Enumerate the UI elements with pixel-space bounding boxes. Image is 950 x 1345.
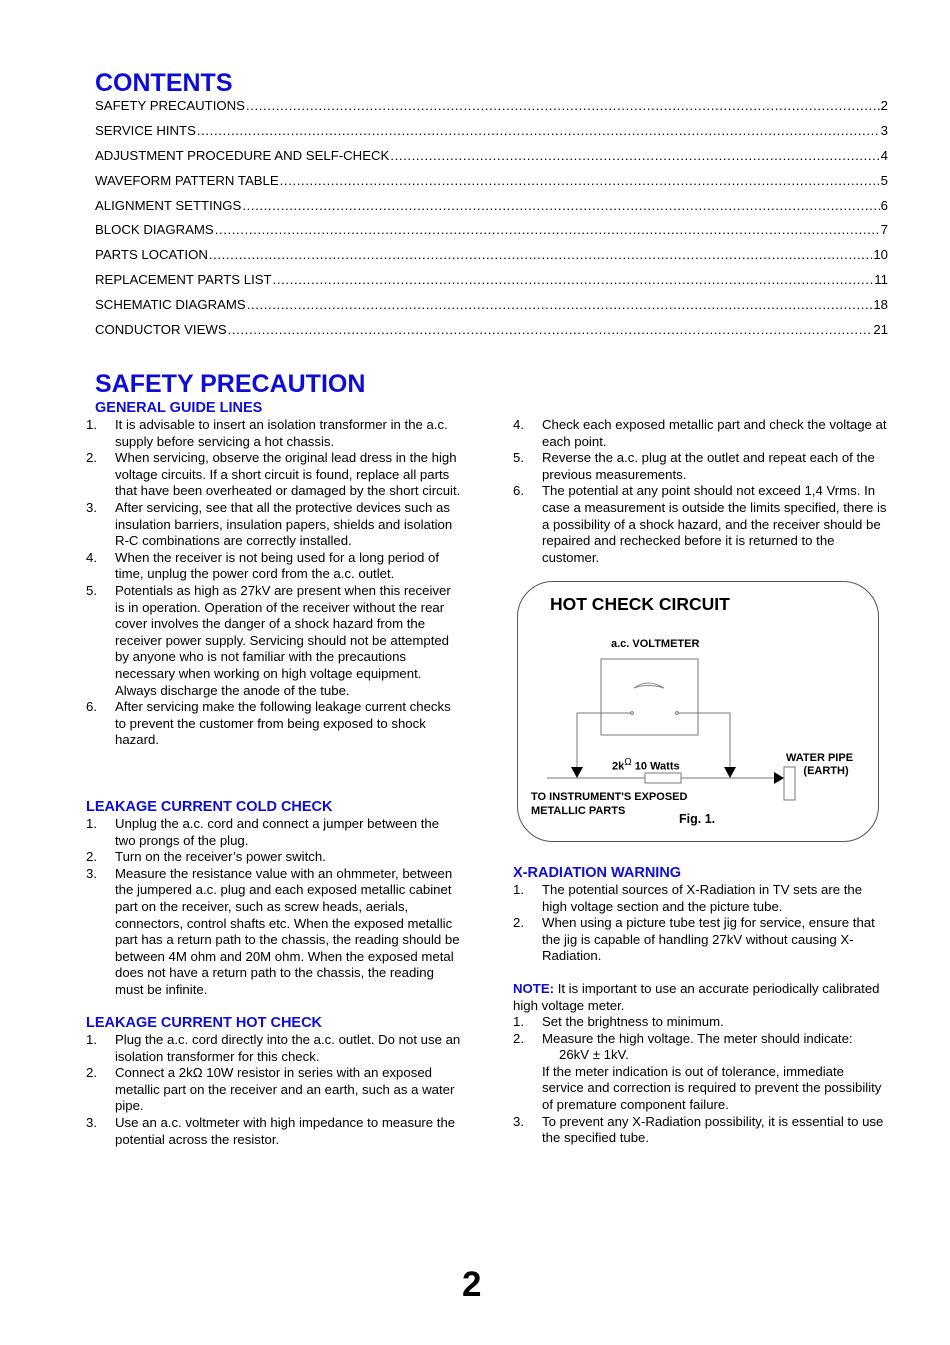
- toc-label: BLOCK DIAGRAMS: [95, 222, 214, 237]
- list-item: [513, 915, 888, 965]
- resistor-icon: [645, 773, 681, 783]
- instrument-line2: METALLIC PARTS: [531, 805, 626, 817]
- note-label: NOTE:: [513, 981, 555, 996]
- item-text: Use an a.c. voltmeter with high impedance to measure the potential across the resistor.: [115, 1114, 456, 1147]
- xray-list: [513, 882, 888, 965]
- item-text: Unplug the a.c. cord and connect a jumper between the two prongs of the plug.: [115, 816, 440, 848]
- voltage-value: 26kV ± 1kV.: [559, 1047, 629, 1063]
- item-number: 5.: [86, 582, 97, 598]
- toc-label: SAFETY PRECAUTIONS: [95, 98, 245, 113]
- item-text: Turn on the receiver’s power switch.: [115, 849, 326, 865]
- toc-page: 18: [873, 297, 888, 312]
- item-number: 2.: [86, 450, 97, 466]
- item-number: 2.: [86, 1065, 97, 1081]
- item-number: 1.: [513, 1014, 524, 1029]
- toc-page: 10: [873, 247, 888, 262]
- arrow-right-icon: [774, 772, 784, 784]
- toc-page: 21: [873, 322, 888, 337]
- resistor-value: 2k: [612, 760, 625, 773]
- toc-label: REPLACEMENT PARTS LIST: [95, 272, 272, 287]
- omega-symbol: Ω: [624, 757, 632, 768]
- toc-label: PARTS LOCATION: [95, 247, 208, 262]
- item-text: When the receiver is not being used for a long period of time, unplug the power cord from the a.c. outlet.: [115, 549, 440, 582]
- list-item: [513, 1014, 888, 1031]
- item-text: When using a picture tube test jig for service, ensure that the jig is capable of handling 27kV without causing X-Radiation.: [542, 915, 875, 964]
- resistor-label: [612, 756, 680, 774]
- item-number: 1.: [513, 882, 524, 897]
- item-number: 4.: [513, 417, 524, 432]
- voltmeter-icon: [601, 659, 698, 735]
- cold-check-heading: LEAKAGE CURRENT COLD CHECK: [86, 799, 333, 815]
- xray-note: [513, 981, 883, 1014]
- item-text: The potential at any point should not exceed 1,4 Vrms. In case a measurement is outside the limits specified, there is a possibility of a shock hazard, and the receiver should be repaired and rechecked before it is returned to the customer.: [542, 483, 887, 565]
- toc-page: 2: [880, 98, 888, 113]
- item-text: When servicing, observe the original lead dress in the high voltage circuits. If a short circuit is found, replace all parts that have been overheated or damaged by the short circuit.: [115, 450, 461, 499]
- diagram-title: HOT CHECK CIRCUIT: [550, 594, 730, 614]
- item-number: 6.: [513, 483, 524, 499]
- toc-page: 3: [880, 123, 888, 138]
- item-text: The potential sources of X-Radiation in TV sets are the high voltage section and the picture tube.: [542, 882, 863, 914]
- toc-page: 5: [880, 173, 888, 188]
- item-number: 1.: [86, 417, 97, 432]
- contents-title: CONTENTS: [95, 69, 233, 97]
- item-number: 2.: [86, 849, 97, 865]
- resistor-rating: 10 Watts: [631, 760, 680, 773]
- instrument-label: [531, 791, 687, 818]
- item-number: 2.: [513, 915, 524, 931]
- xray-steps: [513, 1014, 888, 1147]
- instrument-line1: TO INSTRUMENT'S EXPOSED: [531, 791, 688, 803]
- toc-label: WAVEFORM PATTERN TABLE: [95, 173, 279, 188]
- item-number: 1.: [86, 816, 97, 831]
- page-number: 2: [462, 1265, 482, 1304]
- water-pipe-label: [786, 752, 853, 778]
- item-number: 3.: [86, 499, 97, 515]
- list-item: [513, 1031, 888, 1114]
- item-number: 3.: [513, 1113, 524, 1129]
- toc-page: 7: [880, 222, 888, 237]
- list-item: [513, 882, 888, 915]
- item-text: After servicing, see that all the protective devices such as insulation barriers, insulation papers, shields and isolation R-C combinations are correctly installed.: [115, 499, 453, 549]
- safety-title: SAFETY PRECAUTION: [95, 370, 366, 398]
- toc-label: ADJUSTMENT PROCEDURE AND SELF-CHECK: [95, 148, 390, 163]
- item-text: Check each exposed metallic part and check the voltage at each point.: [542, 417, 887, 449]
- water-pipe-line2: (EARTH): [803, 765, 849, 777]
- item-number: 1.: [86, 1032, 97, 1047]
- item-text: It is advisable to insert an isolation transformer in the a.c. supply before servicing a hot chassis.: [115, 417, 448, 449]
- item-number: 2.: [513, 1030, 524, 1046]
- item-number: 3.: [86, 1114, 97, 1130]
- item-text: After servicing make the following leakage current checks to prevent the customer from being exposed to shock hazard.: [115, 699, 451, 748]
- item-text: Set the brightness to minimum.: [542, 1014, 724, 1029]
- arrow-down-icon: [724, 767, 736, 778]
- arrow-down-icon: [571, 767, 583, 778]
- toc-label: SERVICE HINTS: [95, 123, 196, 138]
- item-text: Plug the a.c. cord directly into the a.c. outlet. Do not use an isolation transformer for this check.: [115, 1032, 461, 1064]
- item-text: Reverse the a.c. plug at the outlet and repeat each of the previous measurements.: [542, 450, 875, 482]
- general-guidelines-heading: GENERAL GUIDE LINES: [95, 400, 263, 416]
- item-text: Connect a 2kΩ 10W resistor in series with an exposed metallic part on the receiver and an earth, such as a water pipe.: [115, 1065, 455, 1114]
- toc-label: ALIGNMENT SETTINGS: [95, 198, 242, 213]
- toc-label: SCHEMATIC DIAGRAMS: [95, 297, 246, 312]
- figure-caption: Fig. 1.: [679, 812, 716, 826]
- hot-check-heading: LEAKAGE CURRENT HOT CHECK: [86, 1015, 323, 1031]
- water-pipe-line1: WATER PIPE: [786, 752, 854, 764]
- xray-heading: X-RADIATION WARNING: [513, 865, 682, 881]
- toc-page: 4: [880, 148, 888, 163]
- note-text: It is important to use an accurate periodically calibrated high voltage meter.: [513, 981, 880, 1013]
- item-number: 4.: [86, 549, 97, 565]
- toc-label: CONDUCTOR VIEWS: [95, 322, 227, 337]
- toc-page: 11: [874, 272, 888, 287]
- item-text: To prevent any X-Radiation possibility, it is essential to use the specified tube.: [542, 1113, 884, 1146]
- item-text: Potentials as high as 27kV are present when this receiver is in operation. Operation of the receiver without the rear cover involves the danger of a shock hazard from the receiver power supply. Servicing should not be attempted by anyone who is not familiar with the precautions necessary when working on high voltage equipment. Always discharge the anode of the tube.: [115, 582, 451, 698]
- item-text: Measure the resistance value with an ohmmeter, between the jumpered a.c. plug and each exposed metallic cabinet part on the receiver, such as screw heads, aerials, connectors, control shafts etc. When the exposed metallic part has a return path to the chassis, the reading should be between 4M ohm and 20M ohm. When the exposed metal does not have a return path to the chassis, the reading must be infinite.: [115, 865, 460, 997]
- toc-page: 6: [880, 198, 888, 213]
- item-body: [542, 1031, 888, 1114]
- item-text: Measure the high voltage. The meter should indicate:: [542, 1030, 853, 1046]
- item-number: 5.: [513, 450, 524, 466]
- list-item: [513, 1114, 888, 1147]
- item-number: 3.: [86, 865, 97, 881]
- item-extra-text: If the meter indication is out of tolerance, immediate service and correction is required to prevent the possibility of premature component failure.: [542, 1063, 882, 1112]
- item-number: 6.: [86, 699, 97, 715]
- voltmeter-label: a.c. VOLTMETER: [611, 638, 700, 650]
